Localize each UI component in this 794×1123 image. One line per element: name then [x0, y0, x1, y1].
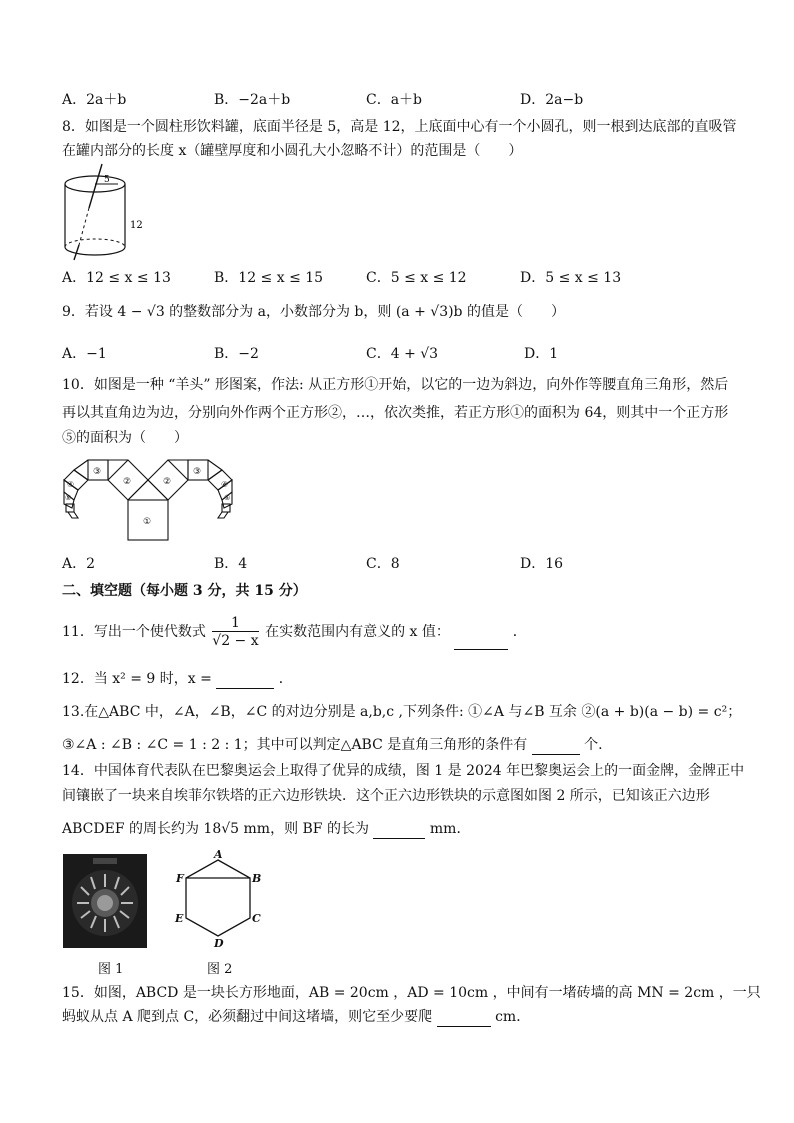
vertex-e-label: E	[175, 912, 184, 925]
q9-option-b: B．−2	[214, 346, 259, 362]
q8-option-c: C．5 ≤ x ≤ 12	[366, 270, 467, 286]
hexagon-diagram	[170, 848, 266, 948]
q10-text-line2: 再以其直角边为边，分别向外作两个正方形②，…，依次类推，若正方形①的面积为 64，则其中一个正方形	[62, 405, 729, 421]
vertex-f-label: F	[176, 872, 184, 885]
q7-option-b: B．−2a＋b	[214, 92, 291, 108]
vertex-a-label: A	[214, 848, 223, 861]
q9-text: 9．若设 4 − √3 的整数部分为 a，小数部分为 b，则 (a + √3)b 的值是（ ）	[62, 304, 565, 320]
q14-end: mm．	[429, 821, 471, 837]
q13-end: 个.	[584, 737, 603, 753]
q14-answer-blank[interactable]	[373, 822, 425, 839]
q14-line3	[62, 819, 752, 839]
q7-option-a: A．2a＋b	[62, 92, 127, 108]
gold-medal-photo	[63, 854, 147, 948]
q14-text-line1: 14．中国体育代表队在巴黎奥运会上取得了优异的成绩，图 1 是 2024 年巴黎奥运会上的一面金牌，金牌正中	[62, 763, 745, 779]
q11-fraction-denominator: √2 − x	[212, 632, 259, 649]
q15-end: cm．	[495, 1009, 531, 1025]
figure1-caption: 图 1	[98, 962, 124, 977]
q8-text-line1: 8．如图是一个圆柱形饮料罐，底面半径是 5，高是 12，上底面中心有一个小圆孔，则一根到达底部的直吸管	[62, 119, 737, 135]
q14-text-line2: 间镶嵌了一块来自埃菲尔铁塔的正六边形铁块．这个正六边形铁块的示意图如图 2 所示，已知该正六边形	[62, 788, 710, 804]
figure2-caption: 图 2	[207, 962, 233, 977]
cylinder-height-label: 12	[130, 220, 143, 231]
q8-option-b: B．12 ≤ x ≤ 15	[214, 270, 324, 286]
q9-option-a: A．−1	[62, 346, 107, 362]
q12-text: 12．当 x² = 9 时，x =	[62, 671, 212, 687]
q15-text-line2: 蚂蚁从点 A 爬到点 C，必须翻过中间这堵墙，则它至少要爬	[62, 1009, 433, 1025]
goat-label-4-right: ④	[221, 480, 229, 489]
vertex-d-label: D	[214, 937, 224, 948]
q13-text-line2: ③∠A : ∠B : ∠C = 1 : 2 : 1；其中可以判定△ABC 是直角三角形的条件有	[62, 737, 528, 753]
goat-label-2-right: ②	[163, 477, 172, 487]
q10-text-line1: 10．如图是一种 “羊头” 形图案，作法: 从正方形①开始，以它的一边为斜边，向外作等腰直角三角形，然后	[62, 377, 729, 393]
q12-answer-blank[interactable]	[216, 672, 274, 689]
q9-option-d: D．1	[524, 346, 559, 362]
q9-option-c: C．4 + √3	[366, 346, 439, 362]
cylinder-figure	[58, 160, 168, 266]
q11-line	[62, 614, 752, 650]
q11-answer-blank[interactable]	[454, 625, 508, 650]
q8-option-d: D．5 ≤ x ≤ 13	[520, 270, 622, 286]
q15-answer-blank[interactable]	[437, 1010, 491, 1027]
q11-prefix: 11．写出一个使代数式	[62, 624, 206, 640]
q13-answer-blank[interactable]	[532, 738, 580, 755]
goat-label-2-left: ②	[123, 477, 132, 487]
q8-text-line2: 在罐内部分的长度 x（罐壁厚度和小圆孔大小忽略不计）的范围是（ ）	[62, 143, 523, 159]
q11-fraction-numerator: 1	[212, 615, 258, 632]
vertex-b-label: B	[252, 872, 262, 885]
q12-end: ．	[278, 671, 293, 687]
q14-text-line3: ABCDEF 的周长约为 18√5 mm，则 BF 的长为	[62, 821, 369, 837]
goat-label-5-right: ⑤	[224, 494, 231, 502]
q10-option-c: C．8	[366, 556, 400, 572]
q10-option-a: A．2	[62, 556, 96, 572]
cylinder-radius-label: 5	[104, 175, 110, 185]
vertex-c-label: C	[252, 912, 261, 925]
section-fill-in-heading: 二、填空题（每小题 3 分，共 15 分）	[62, 583, 307, 599]
q12-line	[62, 669, 752, 689]
q11-end: ．	[512, 624, 527, 640]
goat-label-3-left: ③	[93, 467, 102, 477]
q10-option-d: D．16	[520, 556, 564, 572]
q13-line2	[62, 735, 752, 755]
q15-line2	[62, 1007, 752, 1027]
q8-option-a: A．12 ≤ x ≤ 13	[62, 270, 171, 286]
goat-head-figure	[60, 452, 240, 546]
q15-text-line1: 15．如图，ABCD 是一块长方形地面，AB = 20cm ，AD = 10cm ，中间有一堵砖墙的高 MN = 2cm ，一只	[62, 985, 761, 1001]
goat-label-3-right: ③	[193, 467, 202, 477]
goat-label-5-left: ⑤	[65, 494, 72, 502]
q10-text-line3: ⑤的面积为（ ）	[62, 430, 188, 446]
q7-option-c: C．a＋b	[366, 92, 423, 108]
q11-suffix: 在实数范围内有意义的 x 值：	[265, 624, 450, 640]
q13-text-line1: 13.在△ABC 中，∠A，∠B，∠C 的对边分别是 a,b,c ,下列条件: ①∠A 与∠B 互余 ②(a + b)(a − b) = c²；	[62, 704, 742, 720]
goat-label-4-left: ④	[67, 480, 75, 489]
q7-option-d: D．2a−b	[520, 92, 584, 108]
q11-fraction	[212, 615, 258, 650]
q10-option-b: B．4	[214, 556, 248, 572]
goat-label-1: ①	[143, 517, 152, 527]
